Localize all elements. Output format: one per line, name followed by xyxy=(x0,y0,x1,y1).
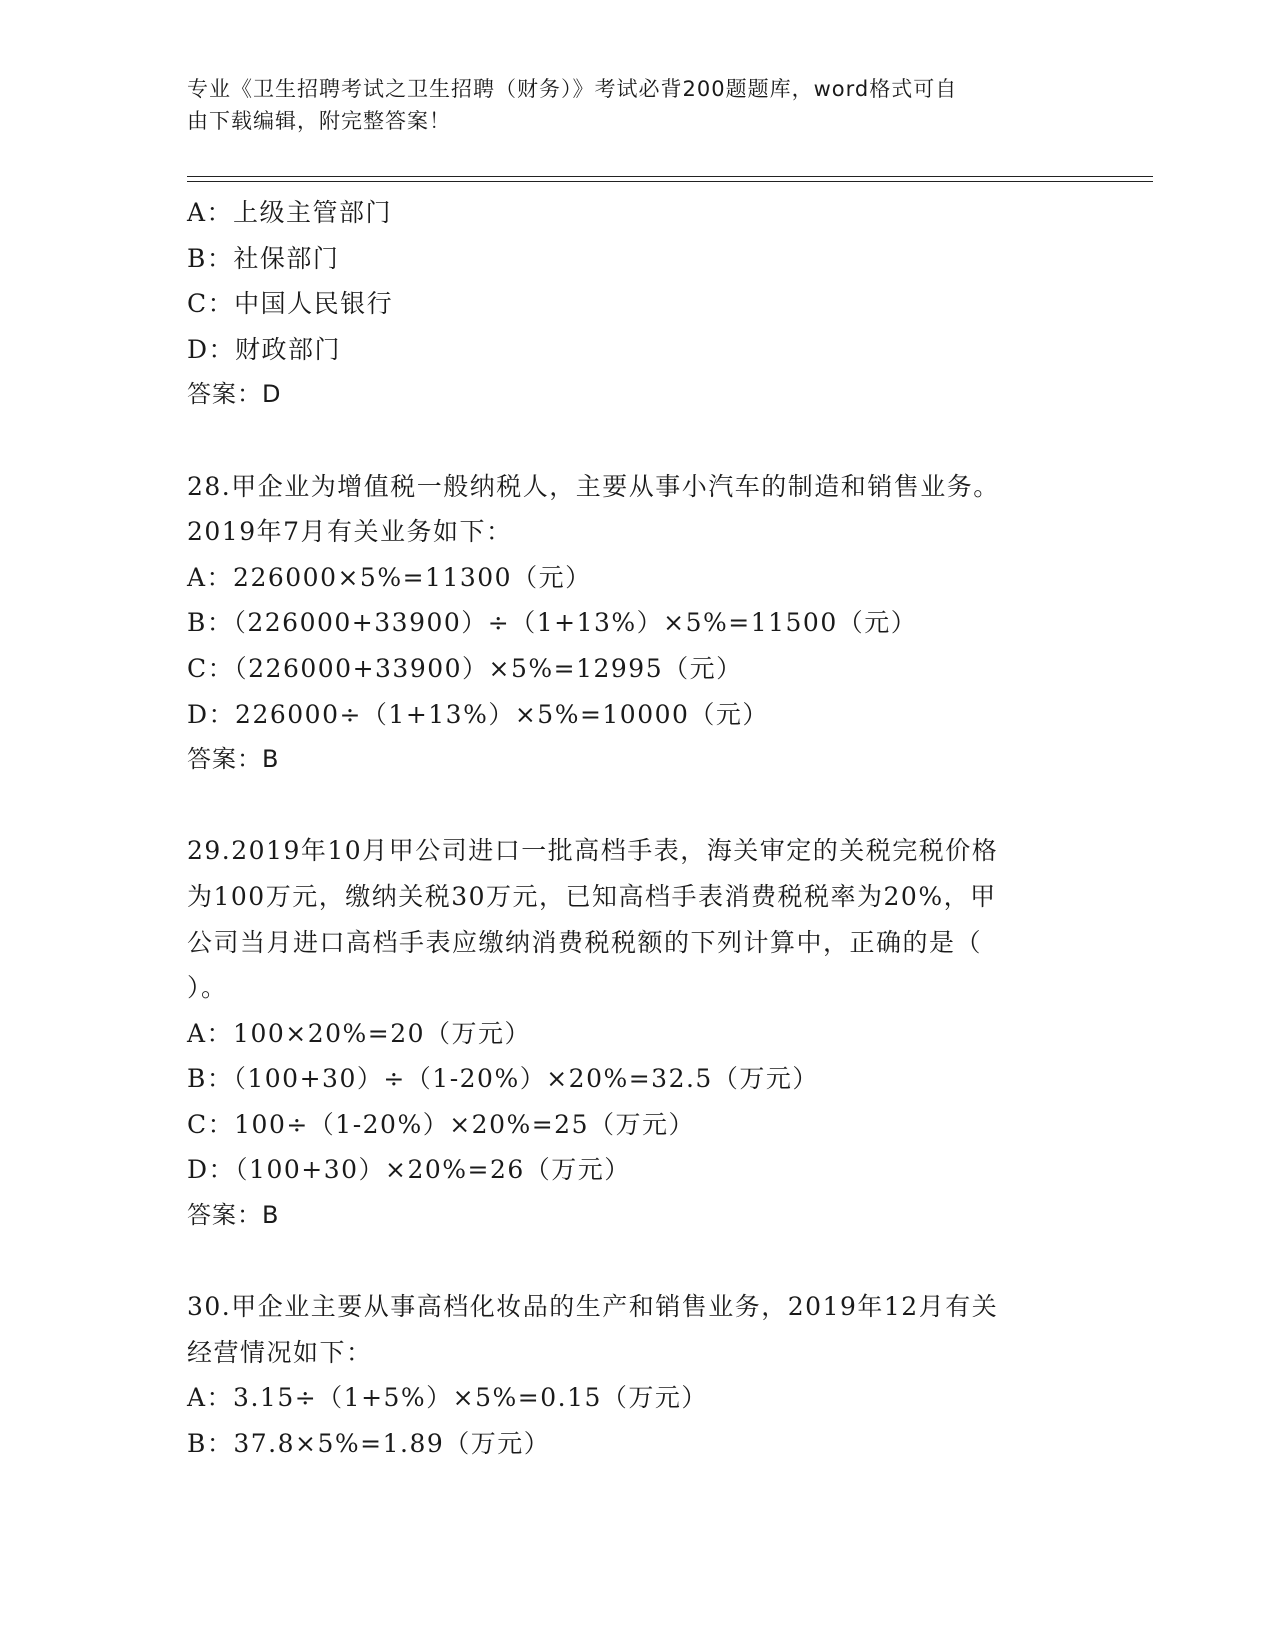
option-a: A：226000×5%=11300（元） xyxy=(187,562,592,592)
answer: 答案：B xyxy=(187,1201,280,1230)
question-stem-line: 公司当月进口高档手表应缴纳消费税税额的下列计算中，正确的是（ xyxy=(187,927,983,957)
answer: 答案：B xyxy=(187,745,280,774)
option-b: B：（100+30）÷（1-20%）×20%=32.5（万元） xyxy=(187,1064,819,1094)
document-header xyxy=(187,73,1067,137)
answer: 答案：D xyxy=(187,380,282,409)
question-29 xyxy=(187,828,1067,1238)
question-list xyxy=(187,190,1067,1467)
header-line-2: 由下载编辑，附完整答案！ xyxy=(187,109,451,133)
question-stem-line: 29.2019年10月甲公司进口一批高档手表，海关审定的关税完税价格 xyxy=(187,836,999,866)
question-30 xyxy=(187,1284,1067,1466)
option-a: A：3.15÷（1+5%）×5%=0.15（万元） xyxy=(187,1383,708,1413)
spacer xyxy=(187,783,1067,829)
option-b: B：（226000+33900）÷（1+13%）×5%=11500（元） xyxy=(187,608,918,638)
option-b: B：37.8×5%=1.89（万元） xyxy=(187,1429,551,1459)
option-a: A：100×20%=20（万元） xyxy=(187,1018,532,1048)
header-divider-top xyxy=(187,176,1153,177)
question-27 xyxy=(187,190,1067,418)
option-c: C：100÷（1-20%）×20%=25（万元） xyxy=(187,1109,695,1139)
option-d: D：财政部门 xyxy=(187,334,342,364)
question-stem-line: 28.甲企业为增值税一般纳税人，主要从事小汽车的制造和销售业务。 xyxy=(187,471,1000,501)
question-stem-line: 经营情况如下： xyxy=(187,1337,373,1367)
header-line-1: 专业《卫生招聘考试之卫生招聘（财务）》考试必背200题题库，word格式可自 xyxy=(187,77,958,101)
spacer xyxy=(187,1239,1067,1285)
question-stem-line: 30.甲企业主要从事高档化妆品的生产和销售业务，2019年12月有关 xyxy=(187,1292,999,1322)
question-stem-line: 为100万元，缴纳关税30万元，已知高档手表消费税税率为20%，甲 xyxy=(187,881,997,911)
question-stem-line: 2019年7月有关业务如下： xyxy=(187,517,513,547)
option-b: B：社保部门 xyxy=(187,243,340,273)
question-28 xyxy=(187,464,1067,783)
header-divider-bottom xyxy=(187,181,1153,182)
spacer xyxy=(187,418,1067,464)
option-d: D：（100+30）×20%=26（万元） xyxy=(187,1155,631,1185)
question-stem-line: ）。 xyxy=(187,973,228,1003)
option-c: C：（226000+33900）×5%=12995（元） xyxy=(187,653,743,683)
option-c: C：中国人民银行 xyxy=(187,289,394,319)
option-d: D：226000÷（1+13%）×5%=10000（元） xyxy=(187,699,769,729)
option-a: A：上级主管部门 xyxy=(187,198,393,227)
